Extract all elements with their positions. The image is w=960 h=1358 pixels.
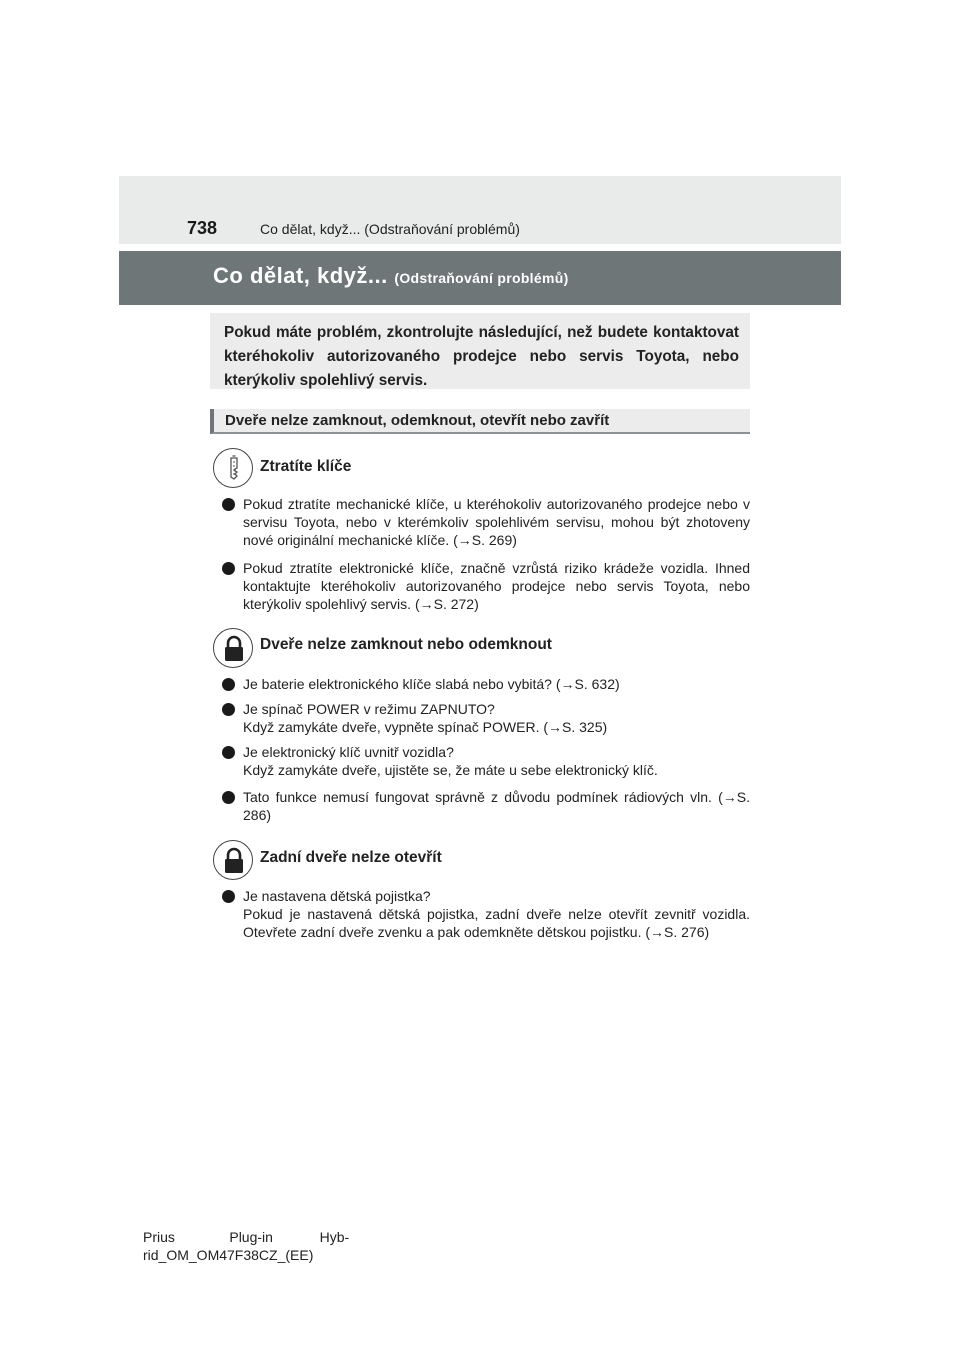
lock-icon <box>213 840 253 880</box>
page-number: 738 <box>187 218 218 238</box>
list-item: Je nastavena dětská pojistka? Pokud je nastavená dětská pojistka, zadní dveře nelze otevřít zevnitř vozidla. Otevřete zadní dveře zvenku a pak odemkněte dětskou pojistku. (→S. 276) <box>222 887 750 941</box>
bullet-icon <box>222 678 235 691</box>
list-item: Je baterie elektronického klíče slabá nebo vybitá? (→S. 632) <box>222 675 750 693</box>
subsection-heading-rear-door: Zadní dveře nelze otevřít <box>260 849 442 866</box>
subsection-heading-lock-unlock: Dveře nelze zamknout nebo odemknout <box>260 636 552 653</box>
subsection-heading-lost-keys: Ztratíte klíče <box>260 458 352 475</box>
title-bar <box>119 251 841 305</box>
intro-box <box>210 313 750 389</box>
bullet-icon <box>222 791 235 804</box>
section-title: Dveře nelze zamknout, odemknout, otevřít nebo zavřít <box>225 412 610 429</box>
footer-document-id: Prius Plug-in Hyb- rid_OM_OM47F38CZ_(EE) <box>143 1229 350 1263</box>
lock-icon <box>213 628 253 668</box>
list-item: Pokud ztratíte elektronické klíče, značně vzrůstá riziko krádeže vozidla. Ihned kontaktujte kteréhokoliv autorizovaného prodejce nebo servis Toyota, nebo kterýkoliv spolehlivý servis. (→S. 272) <box>222 559 750 613</box>
list-item: Pokud ztratíte mechanické klíče, u kteréhokoliv autorizovaného prodejce nebo v servisu Toyota, nebo v kterémkoliv spolehlivém servisu, mohou být zhotoveny nové originální mechanické klíče. (→S. 269) <box>222 495 750 549</box>
page-title-main: Co dělat, když... <box>213 263 388 288</box>
bullet-icon <box>222 703 235 716</box>
list-item: Tato funkce nemusí fungovat správně z důvodu podmínek rádiových vln. (→S. 286) <box>222 788 750 824</box>
list-item: Je elektronický klíč uvnitř vozidla? Když zamykáte dveře, ujistěte se, že máte u sebe elektronický klíč. <box>222 743 750 779</box>
section-header <box>210 409 750 434</box>
key-icon <box>213 448 253 488</box>
page-title-sub: (Odstraňování problémů) <box>394 270 569 286</box>
header-chapter-title: Co dělat, když... (Odstraňování problémů) <box>260 221 520 237</box>
list-item: Je spínač POWER v režimu ZAPNUTO? Když zamykáte dveře, vypněte spínač POWER. (→S. 325) <box>222 700 750 736</box>
bullet-icon <box>222 746 235 759</box>
bullet-icon <box>222 498 235 511</box>
intro-text: Pokud máte problém, zkontrolujte následující, než budete kontaktovat kteréhokoliv autorizovaného prodejce nebo servis Toyota, nebo kterýkoliv spolehlivý servis. <box>224 324 739 389</box>
bullet-icon <box>222 562 235 575</box>
bullet-icon <box>222 890 235 903</box>
page-title <box>213 263 569 289</box>
